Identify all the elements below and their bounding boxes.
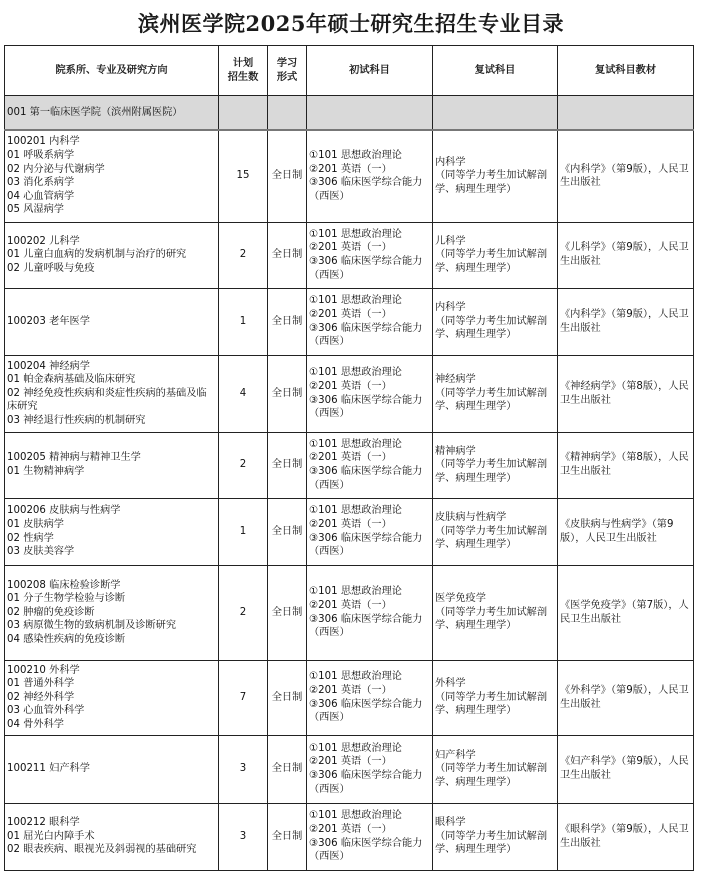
header-plan-line2: 招生数 [227,71,259,83]
research-direction: 03 病原微生物的致病机制及诊断研究 [7,620,177,632]
retest-subject: 内科学 [435,302,466,314]
retest-note: （同等学力考生加试解剖学、病理生理学） [435,459,548,484]
study-form: 全日制 [268,355,307,432]
retest-note: （同等学力考生加试解剖学、病理生理学） [435,691,548,717]
major-cell [5,222,219,288]
research-direction: 02 眼表疾病、眼视光及斜弱视的基础研究 [7,844,197,856]
exam-subject-2: ②201 英语（一） [309,163,392,175]
retest-subject: 妇产科学 [435,749,476,761]
major-cell [5,735,219,803]
table-row [5,660,694,735]
exam-subject-2: ②201 英语（一） [309,684,392,696]
research-directions [7,677,216,731]
textbook-cell [558,130,694,222]
exam-subjects-cell [307,355,433,432]
major-cell [5,130,219,222]
program-catalog-table [4,45,694,871]
major-name: 100203 老年医学 [7,315,90,327]
research-directions [7,465,216,479]
retest-cell [433,355,558,432]
exam-subject-1: ①101 思想政治理论 [309,810,402,822]
retest-note: （同等学力考生加试解剖学、病理生理学） [435,606,548,632]
exam-subjects-cell [307,498,433,565]
retest-subject: 儿科学 [435,235,466,247]
research-direction: 01 生物精神病学 [7,466,85,477]
retest-cell [433,130,558,222]
exam-subject-1: ①101 思想政治理论 [309,586,402,598]
exam-subjects-cell [307,660,433,735]
textbook-cell [558,565,694,660]
research-direction: 03 消化系病学 [7,177,75,189]
table-row [5,735,694,803]
research-direction: 02 内分泌与代谢病学 [7,163,105,175]
major-cell [5,432,219,498]
textbook-cell [558,803,694,870]
department-row [5,96,694,131]
textbook: 《皮肤病与性病学》（第9版），人民卫生出版社 [560,518,674,544]
textbook: 《神经病学》（第8版），人民卫生出版社 [560,380,689,406]
research-direction: 01 屈光白内障手术 [7,830,95,842]
header-major: 院系所、专业及研究方向 [5,46,219,96]
department-exam [307,96,433,131]
textbook-cell [558,288,694,355]
retest-subject: 神经病学 [435,374,476,386]
exam-subject-1: ①101 思想政治理论 [309,228,402,240]
plan-count: 3 [219,735,268,803]
exam-subjects-cell [307,222,433,288]
exam-subject-2: ②201 英语（一） [309,756,392,768]
major-cell [5,498,219,565]
exam-subjects-cell [307,735,433,803]
retest-note: （同等学力考生加试解剖学、病理生理学） [435,387,548,413]
table-row [5,130,694,222]
study-form: 全日制 [268,803,307,870]
plan-count: 4 [219,355,268,432]
header-plan-line1: 计划 [232,57,254,69]
retest-cell [433,660,558,735]
textbook: 《外科学》（第9版），人民卫生出版社 [560,684,689,710]
plan-count: 2 [219,432,268,498]
plan-count: 2 [219,222,268,288]
major-name: 100210 外科学 [7,664,80,676]
department-textbook [558,96,694,131]
study-form: 全日制 [268,498,307,565]
retest-note: （同等学力考生加试解剖学、病理生理学） [435,830,548,856]
major-name: 100208 临床检验诊断学 [7,579,121,591]
major-cell [5,565,219,660]
exam-subjects-cell [307,288,433,355]
study-form: 全日制 [268,222,307,288]
research-direction: 04 感染性疾病的免疫诊断 [7,633,126,645]
retest-subject: 医学免疫学 [435,593,486,605]
department-label: 001 第一临床医学院（滨州附属医院） [5,96,219,131]
retest-cell [433,222,558,288]
research-direction: 02 神经外科学 [7,691,75,703]
table-row [5,565,694,660]
exam-subject-1: ①101 思想政治理论 [309,367,402,379]
table-header-row [5,46,694,96]
research-direction: 01 帕金森病基础及临床研究 [7,374,136,386]
textbook-cell [558,432,694,498]
textbook: 《内科学》（第9版），人民卫生出版社 [560,308,689,334]
textbook-cell [558,660,694,735]
exam-subject-1: ①101 思想政治理论 [309,295,402,307]
header-form [268,46,307,96]
page-title: 滨州医学院2025年硕士研究生招生专业目录 [138,11,564,36]
exam-subject-3: ③306 临床医学综合能力（西医） [309,698,423,724]
retest-note: （同等学力考生加试解剖学、病理生理学） [435,315,548,341]
major-name: 100202 儿科学 [7,235,80,247]
retest-cell [433,565,558,660]
retest-subject: 内科学 [435,156,466,168]
textbook: 《内科学》（第9版），人民卫生出版社 [560,163,689,189]
study-form: 全日制 [268,288,307,355]
research-direction: 03 心血管外科学 [7,705,85,717]
exam-subject-2: ②201 英语（一） [309,599,392,611]
textbook-cell [558,498,694,565]
research-direction: 02 儿童呼吸与免疫 [7,262,95,274]
exam-subject-3: ③306 临床医学综合能力（西医） [309,256,423,281]
plan-count: 15 [219,130,268,222]
textbook: 《妇产科学》（第9版），人民卫生出版社 [560,756,689,781]
header-form-line2: 形式 [276,71,298,83]
research-directions [7,592,216,646]
research-direction: 02 神经免疫性疾病和炎症性疾病的基础及临床研究 [7,387,207,413]
study-form: 全日制 [268,565,307,660]
study-form: 全日制 [268,432,307,498]
exam-subject-2: ②201 英语（一） [309,380,392,392]
study-form: 全日制 [268,660,307,735]
textbook-cell [558,222,694,288]
exam-subject-2: ②201 英语（一） [309,308,392,320]
exam-subject-1: ①101 思想政治理论 [309,438,402,450]
exam-subject-1: ①101 思想政治理论 [309,671,402,683]
exam-subjects-cell [307,803,433,870]
major-name: 100212 眼科学 [7,817,80,829]
research-direction: 02 性病学 [7,532,54,544]
research-direction: 01 皮肤病学 [7,518,64,530]
exam-subject-1: ①101 思想政治理论 [309,505,402,517]
major-cell [5,288,219,355]
plan-count: 7 [219,660,268,735]
exam-subjects-cell [307,432,433,498]
retest-cell [433,498,558,565]
table-row [5,355,694,432]
research-direction: 01 呼吸系病学 [7,150,75,162]
research-directions [7,830,216,857]
major-name: 100206 皮肤病与性病学 [7,505,121,517]
research-direction: 01 儿童白血病的发病机制与治疗的研究 [7,249,187,261]
plan-count: 3 [219,803,268,870]
textbook: 《儿科学》（第9版），人民卫生出版社 [560,242,689,267]
plan-count: 2 [219,565,268,660]
exam-subject-3: ③306 临床医学综合能力（西医） [309,770,423,795]
major-name: 100201 内科学 [7,136,80,148]
research-directions [7,518,216,559]
retest-note: （同等学力考生加试解剖学、病理生理学） [435,170,548,196]
research-direction: 03 皮肤美容学 [7,546,75,558]
exam-subject-3: ③306 临床医学综合能力（西医） [309,394,423,420]
table-row [5,498,694,565]
table-row [5,222,694,288]
table-row [5,432,694,498]
exam-subject-1: ①101 思想政治理论 [309,742,402,754]
major-name: 100211 妇产科学 [7,763,90,775]
major-cell [5,803,219,870]
textbook-cell [558,735,694,803]
department-form [268,96,307,131]
exam-subject-3: ③306 临床医学综合能力（西医） [309,177,423,202]
exam-subject-3: ③306 临床医学综合能力（西医） [309,322,423,348]
research-direction: 04 心血管病学 [7,190,75,202]
retest-subject: 外科学 [435,678,466,690]
header-form-line1: 学习 [276,57,298,69]
study-form: 全日制 [268,130,307,222]
research-direction: 01 普通外科学 [7,678,75,690]
major-name: 100204 神经病学 [7,360,90,372]
exam-subject-2: ②201 英语（一） [309,518,392,530]
study-form: 全日制 [268,735,307,803]
exam-subject-1: ①101 思想政治理论 [309,150,402,162]
table-row [5,288,694,355]
retest-note: （同等学力考生加试解剖学、病理生理学） [435,249,548,274]
research-direction: 02 肿瘤的免疫诊断 [7,606,95,618]
exam-subject-3: ③306 临床医学综合能力（西医） [309,466,423,491]
header-exam: 初试科目 [307,46,433,96]
retest-subject: 皮肤病与性病学 [435,512,507,524]
major-cell [5,660,219,735]
department-retest [433,96,558,131]
research-direction: 04 骨外科学 [7,718,64,730]
retest-note: （同等学力考生加试解剖学、病理生理学） [435,763,548,788]
retest-subject: 眼科学 [435,817,466,829]
plan-count: 1 [219,498,268,565]
exam-subject-2: ②201 英语（一） [309,452,392,464]
textbook: 《医学免疫学》（第7版），人民卫生出版社 [560,599,689,625]
research-directions [7,373,216,427]
header-plan [219,46,268,96]
major-cell [5,355,219,432]
retest-cell [433,432,558,498]
department-plan [219,96,268,131]
exam-subjects-cell [307,130,433,222]
research-directions [7,149,216,217]
textbook-cell [558,355,694,432]
research-direction: 03 神经退行性疾病的机制研究 [7,414,146,426]
retest-cell [433,288,558,355]
retest-cell [433,803,558,870]
header-textbook: 复试科目教材 [558,46,694,96]
exam-subject-3: ③306 临床医学综合能力（西医） [309,613,423,639]
exam-subjects-cell [307,565,433,660]
exam-subject-2: ②201 英语（一） [309,242,392,254]
exam-subject-3: ③306 临床医学综合能力（西医） [309,837,423,863]
research-direction: 05 风湿病学 [7,204,64,216]
plan-count: 1 [219,288,268,355]
research-directions [7,248,216,275]
exam-subject-3: ③306 临床医学综合能力（西医） [309,532,423,558]
retest-cell [433,735,558,803]
textbook: 《眼科学》（第9版），人民卫生出版社 [560,823,689,849]
retest-subject: 精神病学 [435,445,476,457]
research-direction: 01 分子生物学检验与诊断 [7,593,126,605]
exam-subject-2: ②201 英语（一） [309,823,392,835]
retest-note: （同等学力考生加试解剖学、病理生理学） [435,525,548,551]
major-name: 100205 精神病与精神卫生学 [7,452,141,464]
table-row [5,803,694,870]
textbook: 《精神病学》（第8版），人民卫生出版社 [560,452,689,477]
header-retest: 复试科目 [433,46,558,96]
